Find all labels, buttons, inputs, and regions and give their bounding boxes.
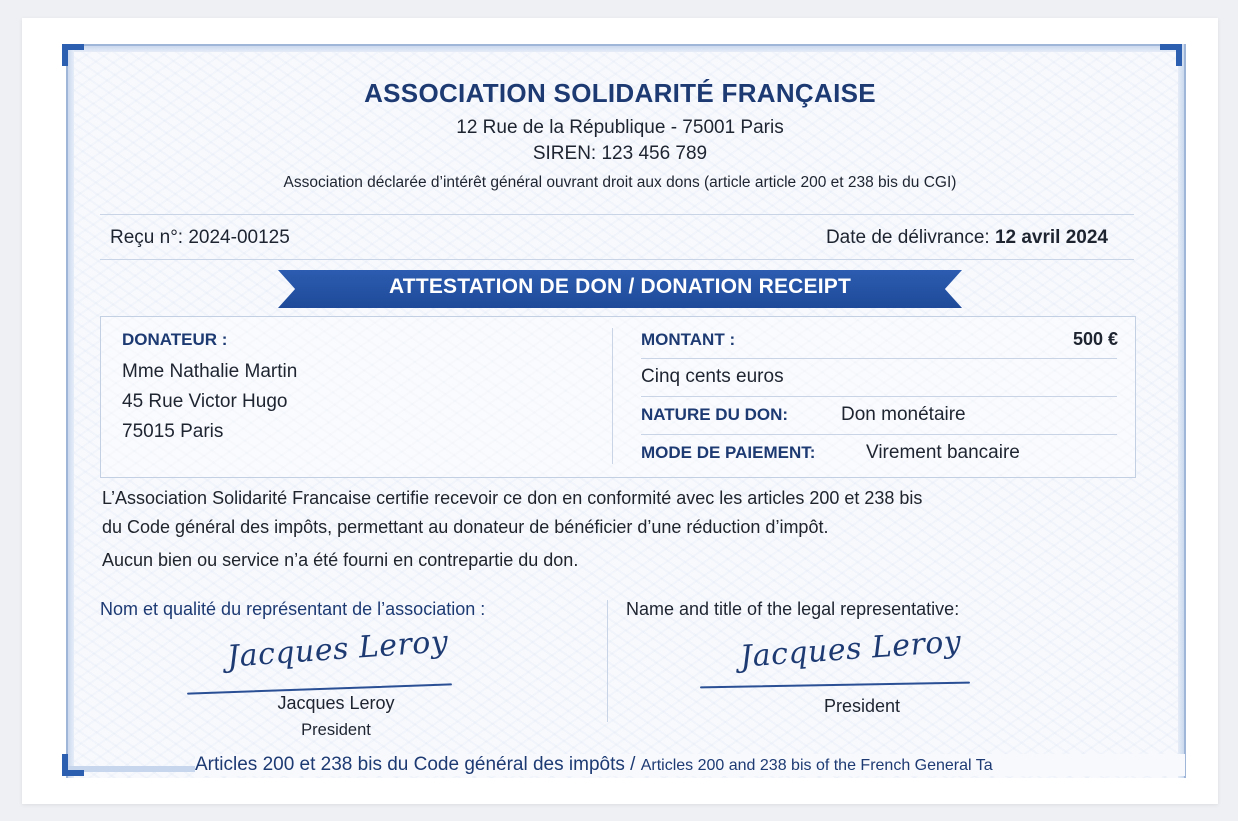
- issue-date: [826, 227, 1108, 249]
- footer-en: Articles 200 and 238 bis of the French General Ta: [640, 757, 993, 774]
- corner-ornament-top-left: [62, 44, 84, 66]
- issue-date-label: Date de délivrance:: [825, 227, 990, 248]
- representative-label-fr: Nom et qualité du représentant de l’association :: [100, 599, 486, 619]
- divider-words: [641, 396, 1117, 397]
- frame-border-top: [66, 44, 1184, 52]
- signer-title-left: President: [301, 721, 371, 739]
- certification-line-2: du Code général des impôts, permettant au donateur de bénéficier d’une réduction d’impôt.: [102, 517, 829, 537]
- signer-name: Jacques Leroy: [277, 693, 395, 713]
- corner-ornament-top-right: [1160, 44, 1182, 66]
- signature-column-divider: [607, 600, 608, 722]
- signature-right: Jacques Leroy: [739, 624, 963, 675]
- corner-ornament-bottom-left: [62, 754, 84, 776]
- signer-title-right: President: [823, 696, 901, 716]
- receipt-number-label: Reçu n°:: [110, 227, 184, 248]
- receipt-number-value: 2024-00125: [188, 227, 290, 248]
- details-column-divider: [612, 328, 613, 464]
- footer-legal-reference: [195, 754, 1185, 776]
- receipt-number: [110, 227, 290, 249]
- divider-receipt: [100, 259, 1134, 260]
- amount-label: MONTANT :: [641, 330, 736, 349]
- payment-mode-label: MODE DE PAIEMENT:: [641, 443, 816, 462]
- signature-left: Jacques Leroy: [226, 624, 450, 675]
- organization-siren: SIREN: 123 456 789: [532, 143, 708, 164]
- donor-city: 75015 Paris: [122, 421, 224, 442]
- receipt-document: [22, 18, 1218, 804]
- divider-top: [100, 214, 1134, 215]
- donor-street: 45 Rue Victor Hugo: [122, 391, 288, 412]
- amount-in-words: Cinq cents euros: [641, 366, 784, 387]
- issue-date-value: 12 avril 2024: [994, 227, 1108, 248]
- certification-line-1: L’Association Solidarité Francaise certifie recevoir ce don en conformité avec les articles 200 et 238 bis: [102, 488, 923, 508]
- footer-fr: Articles 200 et 238 bis du Code général des impôts: [195, 754, 625, 775]
- organization-declaration: Association déclarée d’intérêt général ouvrant droit aux dons (article article 200 et 238 bis du CGI): [283, 174, 957, 191]
- nature-value: Don monétaire: [841, 404, 966, 425]
- organization-address: 12 Rue de la République - 75001 Paris: [456, 117, 784, 138]
- payment-mode-value: Virement bancaire: [866, 442, 1020, 463]
- divider-amount: [641, 358, 1117, 359]
- representative-label-en: Name and title of the legal representative:: [626, 599, 960, 619]
- nature-label: NATURE DU DON:: [641, 405, 789, 424]
- amount-value: 500 €: [1072, 329, 1118, 349]
- certification-line-3: Aucun bien ou service n’a été fourni en contrepartie du don.: [102, 550, 579, 570]
- divider-nature: [641, 434, 1117, 435]
- donor-name: Mme Nathalie Martin: [122, 361, 298, 382]
- frame-border-bottom: [66, 766, 196, 772]
- footer-separator: /: [624, 754, 641, 775]
- organization-name: ASSOCIATION SOLIDARITÉ FRANÇAISE: [364, 78, 876, 108]
- donor-label: DONATEUR :: [122, 330, 228, 349]
- title-banner-text: ATTESTATION DE DON / DONATION RECEIPT: [388, 275, 851, 298]
